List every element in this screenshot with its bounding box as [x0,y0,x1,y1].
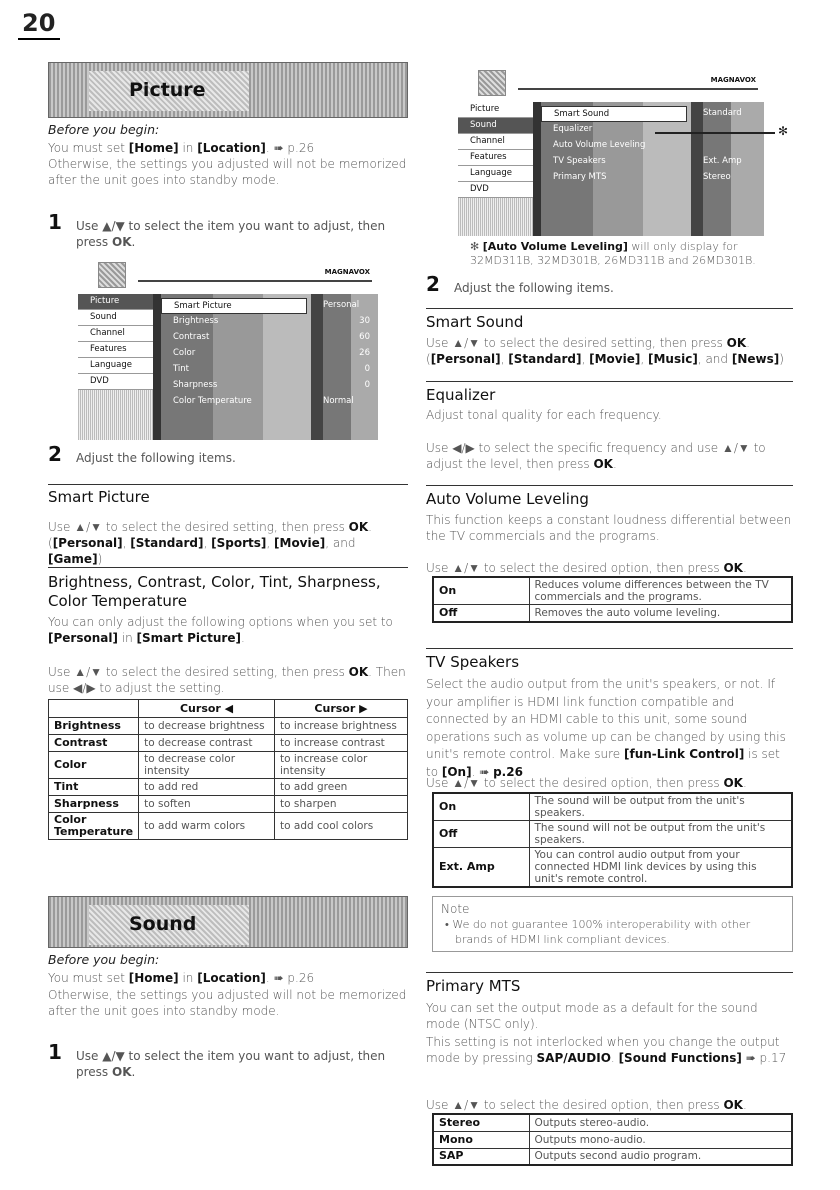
row-label: Color [49,752,139,779]
text-segment: ✻ [470,240,483,253]
auto-volume-footnote [470,240,790,268]
row-label: Contrast [49,735,139,752]
menu-values [311,294,378,440]
bold-text: OK [723,1098,743,1112]
menu-item: Tint [173,364,190,374]
menu-items [533,102,691,236]
text-segment: in [178,971,198,985]
note-item-text: We do not guarantee 100% interoperability with other brands of HDMI link compliant devices. [452,918,751,946]
bold-text: [Personal] [52,536,123,550]
sound-banner-title: Sound [89,905,249,945]
menu-category: DVD [458,182,533,198]
bold-text: [Sports] [211,536,267,550]
bold-text: [Personal] [48,631,118,645]
bold-text: OK [723,776,743,790]
text-segment: . Then use ◀/▶ to adjust the setting. [48,665,406,695]
row-value: to decrease color intensity [139,752,275,779]
header-cell: Cursor ▶ [275,700,408,718]
bold-text: [Home] [128,141,179,155]
menu-item: Sharpness [173,380,218,390]
menu-category: Picture [78,294,153,310]
menu-value: 26 [359,348,370,358]
picture-step-2 [48,442,408,466]
text-segment: . [610,1051,619,1065]
bold-text: [Movie] [274,536,326,550]
step-text: Adjust the following items. [454,281,614,295]
bold-text: [Sound Functions] [618,1051,742,1065]
menu-category: Sound [78,310,153,326]
bold-text: p.26 [493,764,523,779]
menu-category: Picture [458,102,533,118]
row-value: to add green [275,779,408,796]
text-segment: You can only adjust the following options when you set to [48,615,393,629]
sound-before-label: Before you begin: [48,952,160,967]
divider [426,648,793,649]
divider [48,567,408,568]
picture-before-label: Before you begin: [48,122,160,137]
text-segment: Select the audio output from the unit's speakers, or not. If your amplifier is HDMI link function compatible and connected by an HDMI cable to this unit, some sound operations such as volume up can be changed by using this unit's remote control. Make sure [426,677,786,761]
text-segment: . [131,1065,136,1079]
menu-value: 30 [359,316,370,326]
text-segment: Use ▲/▼ to select the desired setting, then press [48,520,349,534]
text-segment: Use ▲/▼ to select the item you want to adjust, then press [76,219,386,249]
text-segment: This function keeps a constant loudness differential between the TV commercials and the programs. [426,513,792,543]
text-segment: ) [97,552,103,566]
tv-speakers-heading: TV Speakers [426,653,520,671]
bold-text: OK [726,336,747,350]
menu-value: Normal [323,396,354,406]
row-value: Removes the auto volume leveling. [529,605,792,622]
menu-logo-icon [98,262,126,288]
picture-menu-screenshot [78,256,378,440]
text-segment: in [178,141,198,155]
bold-text: [Home] [128,971,179,985]
text-segment: Use ▲/▼ to select the desired setting, then press [48,665,349,679]
menu-header [458,64,764,102]
bold-text: SAP/AUDIO [536,1051,611,1065]
text-segment: Use ▲/▼ to select the desired option, then press [426,561,724,575]
header-cell: Cursor ◀ [139,700,275,718]
picture-before-text-2 [48,156,408,188]
row-value: The sound will not be output from the unit's speakers. [529,821,792,848]
row-value: to increase contrast [275,735,408,752]
text-segment: . [131,235,136,249]
text-segment: . [742,776,747,790]
row-value: Outputs second audio program. [529,1148,792,1165]
menu-value: Stereo [703,172,731,182]
table-row [433,605,792,622]
menu-categories [78,294,153,440]
row-value: Outputs mono-audio. [529,1131,792,1148]
row-label: On [433,793,529,821]
text-segment: . ( [48,520,372,550]
text-segment: , and [325,536,356,550]
row-value: to decrease brightness [139,718,275,735]
divider [426,485,793,486]
text-segment: , [266,536,275,550]
primary-mts-text-2 [426,1034,793,1066]
cursor-table [48,699,408,840]
row-value: Reduces volume differences between the TV commercials and the programs. [529,577,792,605]
row-value: You can control audio output from your connected HDMI link devices by using this unit's remote control. [529,848,792,888]
sound-before-text-2 [48,987,408,1019]
adjust-options-heading: Brightness, Contrast, Color, Tint, Sharpness, Color Temperature [48,573,381,610]
auto-volume-table [432,576,793,623]
text-segment: will only display for 32MD311B, 32MD301B, 26MD311B and 26MD301B. [470,240,756,267]
menu-item: TV Speakers [553,156,606,166]
text-segment: Otherwise, the settings you adjusted will not be memorized after the unit goes into standby mode. [48,157,407,187]
tv-speakers-text [426,676,793,781]
smart-sound-text [426,335,793,367]
equalizer-text-1 [426,407,793,423]
text-segment: . ➠ p.26 [265,141,315,155]
bold-text: [Standard] [130,536,204,550]
text-segment: Use ▲/▼ to select the item you want to adjust, then press [76,1049,386,1079]
note-item: • We do not guarantee 100% interoperability with other brands of HDMI link compliant devices. [445,918,751,946]
table-row [49,752,408,779]
text-segment: You must set [48,971,129,985]
smart-picture-heading: Smart Picture [48,488,150,506]
bold-text: OK [593,457,613,471]
menu-items [153,294,311,440]
table-row [49,813,408,840]
step-number: 2 [48,442,62,466]
divider [426,381,793,382]
table-row [49,796,408,813]
text-segment: is set to [426,747,780,779]
text-segment: . [240,631,245,645]
menu-category: Features [78,342,153,358]
text-segment: , [581,352,590,366]
menu-brand: MAGNAVOX [324,268,370,276]
text-segment: Adjust tonal quality for each frequency. [426,408,662,422]
header-cell [49,700,139,718]
picture-step-1 [48,210,408,250]
bold-text: [Standard] [508,352,582,366]
menu-category: Channel [458,134,533,150]
menu-value [691,138,764,154]
menu-category: Language [458,166,533,182]
menu-item: Primary MTS [553,172,607,182]
menu-value [691,122,764,138]
menu-logo-icon [478,70,506,96]
sound-step-2 [426,272,793,296]
menu-header [78,256,378,294]
divider [426,308,793,309]
table-row [49,779,408,796]
smart-sound-heading: Smart Sound [426,313,524,331]
row-label: Stereo [433,1114,529,1131]
text-segment: , [500,352,509,366]
menu-value: 0 [364,364,370,374]
row-label: Tint [49,779,139,796]
menu-value: 0 [364,380,370,390]
callout-line [655,132,775,134]
menu-item: Color [173,348,196,358]
bold-text: [Game] [48,552,98,566]
row-label: Sharpness [49,796,139,813]
menu-item: Contrast [173,332,210,342]
bold-text: [Location] [197,971,266,985]
text-segment: This setting is not interlocked when you change the output mode by pressing [426,1035,780,1065]
row-value: to add red [139,779,275,796]
menu-item: Smart Picture [161,298,307,314]
text-segment: ) [779,352,784,366]
text-segment: Use ▲/▼ to select the desired option, then press [426,1098,724,1112]
divider [426,972,793,973]
auto-volume-instruction [426,560,793,576]
row-value: to increase color intensity [275,752,408,779]
step-text [48,1048,408,1080]
auto-volume-text [426,512,793,544]
menu-values [691,102,764,236]
menu-item: Auto Volume Leveling [553,140,646,150]
text-segment: , [203,536,212,550]
text-segment: , and [697,352,732,366]
row-label: Color Temperature [49,813,139,840]
adjust-options-text-1 [48,614,408,646]
bold-text: OK [112,235,132,249]
page-number: 20 [18,8,60,40]
table-header-row [49,700,408,718]
bold-text: [Music] [648,352,698,366]
text-segment: Otherwise, the settings you adjusted will not be memorized after the unit goes into standby mode. [48,988,407,1018]
row-value: to add cool colors [275,813,408,840]
bold-text: OK [723,561,743,575]
row-value: to sharpen [275,796,408,813]
sound-step-1 [48,1040,408,1080]
menu-category: DVD [78,374,153,390]
picture-before-text-1 [48,140,408,156]
table-row [433,1114,792,1131]
note-box [432,896,793,952]
menu-category: Language [78,358,153,374]
menu-categories [458,102,533,236]
bold-text: [News] [731,352,780,366]
menu-category: Channel [78,326,153,342]
text-segment: You must set [48,141,129,155]
bold-text: OK [112,1065,132,1079]
row-label: SAP [433,1148,529,1165]
bold-text: [Smart Picture] [136,631,241,645]
text-segment: , [640,352,648,366]
bold-text: [Movie] [589,352,641,366]
bold-text: [On] [441,764,472,779]
row-value: to add warm colors [139,813,275,840]
menu-brand: MAGNAVOX [710,76,756,84]
menu-item: Equalizer [553,124,593,134]
row-label: Ext. Amp [433,848,529,888]
menu-header-line [518,88,758,90]
equalizer-text-2 [426,440,793,472]
row-label: Mono [433,1131,529,1148]
table-row [433,577,792,605]
text-segment: Use ▲/▼ to select the desired option, then press [426,776,724,790]
row-value: to increase brightness [275,718,408,735]
primary-mts-text-1 [426,1000,793,1032]
text-segment: . [742,1098,747,1112]
menu-value: Ext. Amp [703,156,742,166]
step-text: Adjust the following items. [76,451,236,465]
sound-menu-screenshot [458,64,764,236]
step-number: 1 [48,210,62,234]
step-text [48,218,408,250]
sound-before-text-1 [48,970,408,986]
note-title: Note [441,902,470,916]
bold-text: OK [348,665,369,679]
step-number: 2 [426,272,440,296]
table-row [49,735,408,752]
primary-mts-heading: Primary MTS [426,977,521,995]
row-value: to soften [139,796,275,813]
smart-picture-text [48,519,408,567]
row-value: to decrease contrast [139,735,275,752]
menu-value: Personal [323,300,360,310]
row-value: Outputs stereo-audio. [529,1114,792,1131]
auto-volume-heading: Auto Volume Leveling [426,490,589,508]
primary-mts-table [432,1113,793,1166]
table-row [49,718,408,735]
table-row [433,848,792,888]
row-label: Brightness [49,718,139,735]
bold-text: [Personal] [430,352,501,366]
picture-banner [48,62,408,118]
menu-value: Standard [703,108,742,118]
table-row [433,821,792,848]
text-segment: You can set the output mode as a default for the sound mode (NTSC only). [426,1001,758,1031]
sound-banner [48,896,408,948]
table-row [433,793,792,821]
table-row [433,1131,792,1148]
equalizer-heading: Equalizer [426,386,496,404]
text-segment: . [612,457,617,471]
menu-value: 60 [359,332,370,342]
tv-speakers-instruction [426,775,793,791]
menu-category: Features [458,150,533,166]
text-segment: . ( [426,336,750,366]
menu-item: Color Temperature [173,396,252,406]
bold-text: [Auto Volume Leveling] [482,240,628,253]
row-label: Off [433,605,529,622]
text-segment: , [122,536,131,550]
bold-text: OK [348,520,369,534]
step-number: 1 [48,1040,62,1064]
menu-item: Smart Sound [541,106,687,122]
text-segment: Use ◀/▶ to select the specific frequency and use ▲/▼ to adjust the level, then press [426,441,766,471]
table-row [433,1148,792,1165]
row-value: The sound will be output from the unit's speakers. [529,793,792,821]
text-segment: . ➠ p.26 [265,971,315,985]
bold-text: [fun-Link Control] [623,747,745,761]
text-segment: in [117,631,137,645]
bold-text: [Location] [197,141,266,155]
text-segment: . [742,561,747,575]
adjust-options-text-2 [48,664,408,696]
tv-speakers-table [432,792,793,888]
row-label: On [433,577,529,605]
menu-item: Brightness [173,316,219,326]
row-label: Off [433,821,529,848]
text-segment: Use ▲/▼ to select the desired setting, then press [426,336,727,350]
menu-category: Sound [458,118,533,134]
primary-mts-instruction [426,1097,793,1113]
divider [48,484,408,485]
text-segment: ➠ p.17 [741,1051,787,1065]
asterisk-callout: ✻ [778,124,789,138]
menu-header-line [138,280,372,282]
picture-banner-title: Picture [89,71,249,111]
text-segment: . ➠ [471,764,494,779]
